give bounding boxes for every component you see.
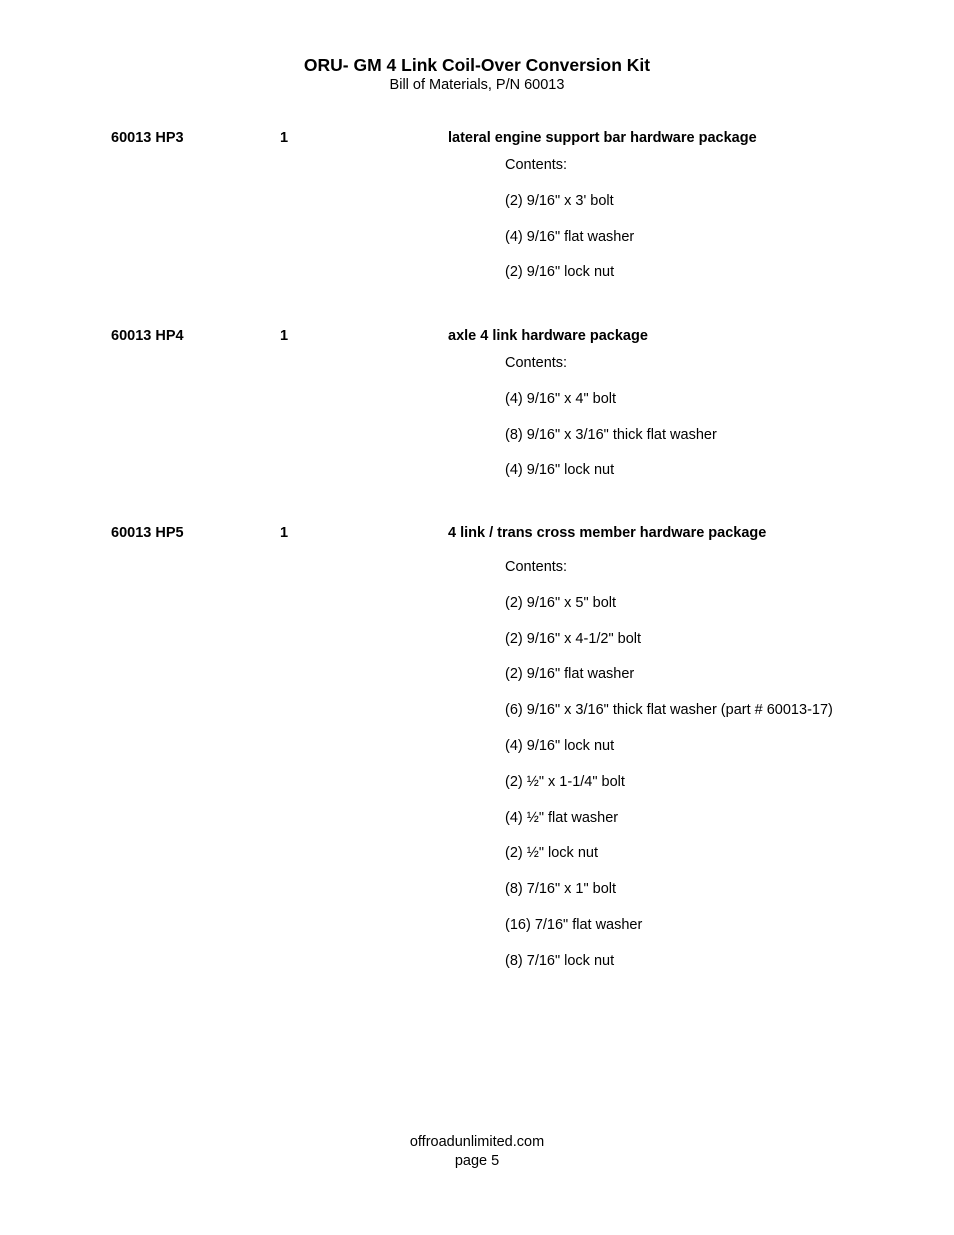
contents-label: Contents: (505, 157, 568, 173)
contents-item: (2) 9/16" x 5" bolt (505, 594, 617, 611)
contents-list (505, 354, 717, 497)
contents-label: Contents: (505, 355, 568, 371)
contents-item: (2) 9/16" x 3' bolt (505, 192, 614, 209)
quantity: 1 (280, 525, 289, 541)
contents-list (505, 156, 634, 299)
contents-item: (2) 9/16" lock nut (505, 264, 615, 281)
page-footer (0, 1133, 954, 1171)
bom-section-hp4 (0, 328, 954, 479)
contents-item: (2) 9/16" x 4-1/2" bolt (505, 630, 642, 647)
bom-section-hp5 (0, 525, 954, 969)
quantity: 1 (280, 328, 289, 344)
document-title: ORU- GM 4 Link Coil-Over Conversion Kit (303, 55, 651, 75)
bom-row (0, 328, 954, 348)
contents-list (505, 558, 833, 988)
part-number: 60013 HP5 (111, 525, 184, 541)
contents-item: (4) 9/16" x 4" bolt (505, 390, 617, 407)
contents-item: (2) ½" x 1-1/4" bolt (505, 773, 625, 790)
part-description: lateral engine support bar hardware package (448, 130, 757, 146)
part-number: 60013 HP3 (111, 130, 184, 146)
website-text: offroadunlimited.com (409, 1134, 545, 1150)
page-number: page 5 (454, 1153, 500, 1169)
contents-item: (2) ½" lock nut (505, 845, 598, 862)
contents-item: (8) 7/16" lock nut (505, 952, 615, 969)
document-subtitle: Bill of Materials, P/N 60013 (389, 77, 565, 93)
part-description: axle 4 link hardware package (448, 328, 648, 344)
contents-item: (4) 9/16" lock nut (505, 462, 615, 479)
bom-section-hp3 (0, 130, 954, 281)
contents-label: Contents: (505, 559, 568, 575)
bom-row (0, 130, 954, 150)
bom-row (0, 525, 954, 545)
contents-item: (4) 9/16" flat washer (505, 228, 635, 245)
contents-item: (16) 7/16" flat washer (505, 916, 643, 933)
contents-item: (4) 9/16" lock nut (505, 737, 615, 754)
contents-item: (8) 9/16" x 3/16" thick flat washer (505, 426, 717, 443)
contents-item: (8) 7/16" x 1" bolt (505, 881, 617, 898)
part-number: 60013 HP4 (111, 328, 184, 344)
part-description: 4 link / trans cross member hardware package (448, 525, 767, 541)
quantity: 1 (280, 130, 289, 146)
contents-item: (6) 9/16" x 3/16" thick flat washer (part # 60013-17) (505, 702, 833, 719)
contents-item: (2) 9/16" flat washer (505, 666, 635, 683)
contents-item: (4) ½" flat washer (505, 809, 619, 826)
document-header (0, 54, 954, 94)
